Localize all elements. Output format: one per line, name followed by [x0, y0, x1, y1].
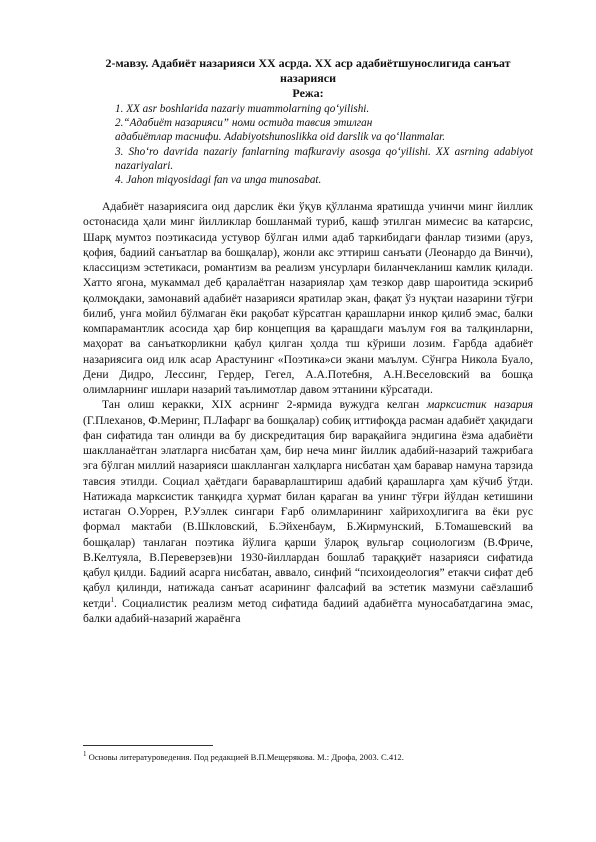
footnote-mark: 1 [83, 750, 87, 759]
document-page [83, 56, 533, 626]
plan-item-2-line-1: 2.“Адабиёт назарияси” номи остида тавсия этилган [115, 117, 373, 130]
plan-list [83, 102, 533, 187]
lecture-title: 2-мавзу. Адабиёт назарияси XX асрда. XX аср адабиётшунослигида санъат назарияси [105, 56, 511, 85]
paragraph-1: Адабиёт назариясига оид дарслик ёки ўқув қўлланма яратишда учинчи минг йиллик остонасида ҳали минг йилликлар бошланмай туриб, кашф этилган мимесис ва катарсис, Шарқ мумтоз поэтикасида устувор бўлган илми адаб таркибидаги фанлар тизими (аруз, қофия, бадиий санъатлар ва бошқалар), жонли акс эттириш санъати (Леонардо да Винчи), классицизм эстетикаси, романтизм ва реализм унсурлари биланчекланиш камлик қилади. Хатто ягона, мукаммал деб қаралаётган назариялар ҳам тезкор давр шароитида эскириб қолмоқдаки, замонавий адабиёт назарияси яратилар экан, фақат ўз нуқтаи назарини тўғри билиб, унга мойил бўлмаган ёки рақобат кўрсатган қарашларни инкор қилиб эмас, балки компарамантлик асосида ҳар бир концепция ва қарашдаги маълум ғоя ва талқинларни, маҳорат ва санъаткорликни қабул қилган ҳолда тш кўриши лозим. Ғарбда адабиёт назариясига оид илк асар Арастунинг «Поэтика»си экани маълум. Сўнгра Никола Буало, Дени Дидро, Лессинг, Гердер, Гегел, А.А.Потебня, А.Н.Веселовский ва бошқа олимларнинг ишлари назарий таълимотлар давом эттанини кўрсатади. [83, 200, 533, 397]
footnote-ref[interactable]: 1 [110, 595, 115, 604]
plan-item-4: 4. Jahon miqyosidagi fan va unga munosabat. [115, 174, 322, 187]
plan-item-1: 1. XX asr boshlarida nazariy muammolarning qo‘yilishi. [115, 103, 370, 115]
plan-item-2-line-2: адабиётлар таснифи. Adabiyotshunoslikka oid darslik va qo‘llanmalar. [115, 131, 446, 144]
body-text [83, 199, 533, 626]
paragraph-2 [83, 397, 533, 626]
footnote-text: Основы литературоведения. Под редакцией В.П.Мещерякова. М.: Дрофа, 2003. С.412. [86, 752, 404, 762]
footnote [83, 752, 553, 763]
plan-item-2 [115, 116, 533, 144]
plan-heading: Режа: [292, 86, 324, 100]
plan-item-3: 3. Sho‘ro davrida nazariy fanlarning mafkuraviy asosga qo‘yilishi. XX asrning adabiyot nazariyalari. [115, 145, 533, 172]
paragraph-2-part-a: Тан олиш керакки, XIX асрнинг 2-ярмида вужудга келган [102, 398, 427, 412]
paragraph-2-part-b: (Г.Плеханов, Ф.Меринг, П.Лафарг ва бошқалар) собиқ иттифоқда расман адабиёт ҳақидаги фан сифатида тан олинди ва бу дискредитация бир варақайига эндигина ёзма адабиёти шаклланаётган элатларга нисбатан ҳам, бир неча минг йиллик адабий-назарий тажрибага эга бўлган миллий назарияси шаклланган халқларга нисбатан ҳам баравар намуна тарзида тавсия этилди. Социал ҳаётдаги бараварлаштириш адабий қарашларга ҳам кўчиб ўтди. Натижада марксистик танқидга ҳурмат билан қараган ва унинг тўғри йўлдан кетишини истаган О.Уоррен, Р.Уэллек сингари Ғарб олимларининг хайрихоҳлигига ва ёки рус формал мактаби (В.Шкловский, Б.Эйхенбаум, Б.Жирмунский, Б.Томашевский ва бошқалар) танлаган поэтика йўлига қарши ўлароқ вульгар социологизм (В.Фриче, В.Келтуяла, В.Переверзев)ни 1930-йиллардан бошлаб тараққиёт назарияси сифатида қабул қилди. Бадиий асарга нисбатан, аввало, синфий “психоидеология” етакчи сифат деб қабул қилинди, натижада санъат асарининг фалсафий ва эстетик мазмуни саёзлашиб кетди [83, 413, 533, 610]
paragraph-2-part-c: . Социалистик реализм метод сифатида бадиий адабиётга муносабатдагина эмас, балки адабий-назарий жараёнга [83, 596, 533, 625]
footnote-divider [83, 745, 213, 746]
italic-term: марксистик назария [426, 398, 534, 412]
